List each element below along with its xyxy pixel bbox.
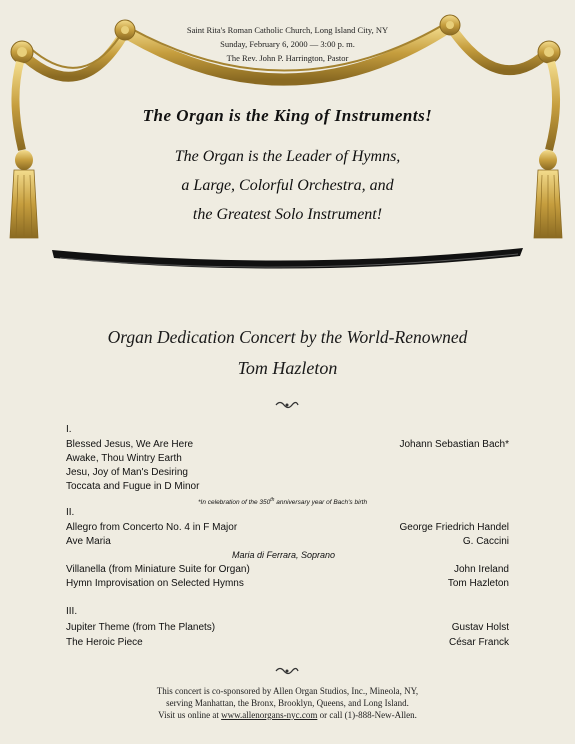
- contact-suffix: or call (1)-888-New-Allen.: [317, 710, 417, 720]
- contact-prefix: Visit us online at: [158, 710, 222, 720]
- subtitle-line-1: The Organ is the Leader of Hymns,: [174, 148, 401, 165]
- contact-line: [0, 710, 575, 720]
- service-area-line: serving Manhattan, the Bronx, Brooklyn, Queens, and Long Island.: [166, 698, 409, 708]
- composer-name: Tom Hazleton: [447, 578, 509, 589]
- section-heading: II.: [66, 507, 75, 518]
- composer-name: César Franck: [448, 637, 509, 648]
- pastor-name: The Rev. John P. Harrington, Pastor: [226, 53, 349, 63]
- composer-name: George Friedrich Handel: [399, 522, 509, 533]
- section-heading: I.: [66, 424, 72, 435]
- brush-stroke-divider: [50, 238, 525, 278]
- headline: The Organ is the King of Instruments!: [142, 106, 433, 125]
- subtitle-line-3: the Greatest Solo Instrument!: [192, 206, 383, 223]
- performer-name: Tom Hazleton: [237, 358, 338, 378]
- piece-title: Villanella (from Miniature Suite for Organ): [66, 564, 250, 575]
- composer-name: Johann Sebastian Bach*: [399, 439, 509, 450]
- piece-title: Jesu, Joy of Man's Desiring: [66, 467, 188, 478]
- ornament-icon: [274, 666, 300, 676]
- composer-name: John Ireland: [453, 564, 509, 575]
- piece-title: Toccata and Fugue in D Minor: [66, 481, 200, 492]
- subtitle-line-2: a Large, Colorful Orchestra, and: [181, 177, 394, 194]
- composer-name: Gustav Holst: [451, 622, 509, 633]
- piece-title: Ave Maria: [66, 536, 111, 547]
- piece-title: Blessed Jesus, We Are Here: [66, 439, 194, 450]
- composer-name: G. Caccini: [462, 536, 509, 547]
- concert-date: Sunday, February 6, 2000 — 3:00 p. m.: [220, 39, 355, 49]
- piece-title: Awake, Thou Wintry Earth: [66, 453, 182, 464]
- concert-title: Organ Dedication Concert by the World-Renowned: [107, 327, 468, 347]
- piece-title: Allegro from Concerto No. 4 in F Major: [66, 522, 238, 533]
- sponsor-line: This concert is co-sponsored by Allen Organ Studios, Inc., Mineola, NY,: [156, 686, 419, 696]
- piece-title: Hymn Improvisation on Selected Hymns: [66, 578, 244, 589]
- soloist-credit: Maria di Ferrara, Soprano: [232, 550, 336, 560]
- website-link[interactable]: www.allenorgans-nyc.com: [221, 710, 318, 720]
- piece-title: The Heroic Piece: [66, 637, 143, 648]
- bach-anniversary-note: *In celebration of the 350th anniversary year of Bach's birth: [198, 497, 368, 507]
- section-heading: III.: [66, 606, 78, 617]
- piece-title: Jupiter Theme (from The Planets): [66, 622, 216, 633]
- ornament-icon: [274, 400, 300, 410]
- church-name: Saint Rita's Roman Catholic Church, Long Island City, NY: [186, 25, 389, 35]
